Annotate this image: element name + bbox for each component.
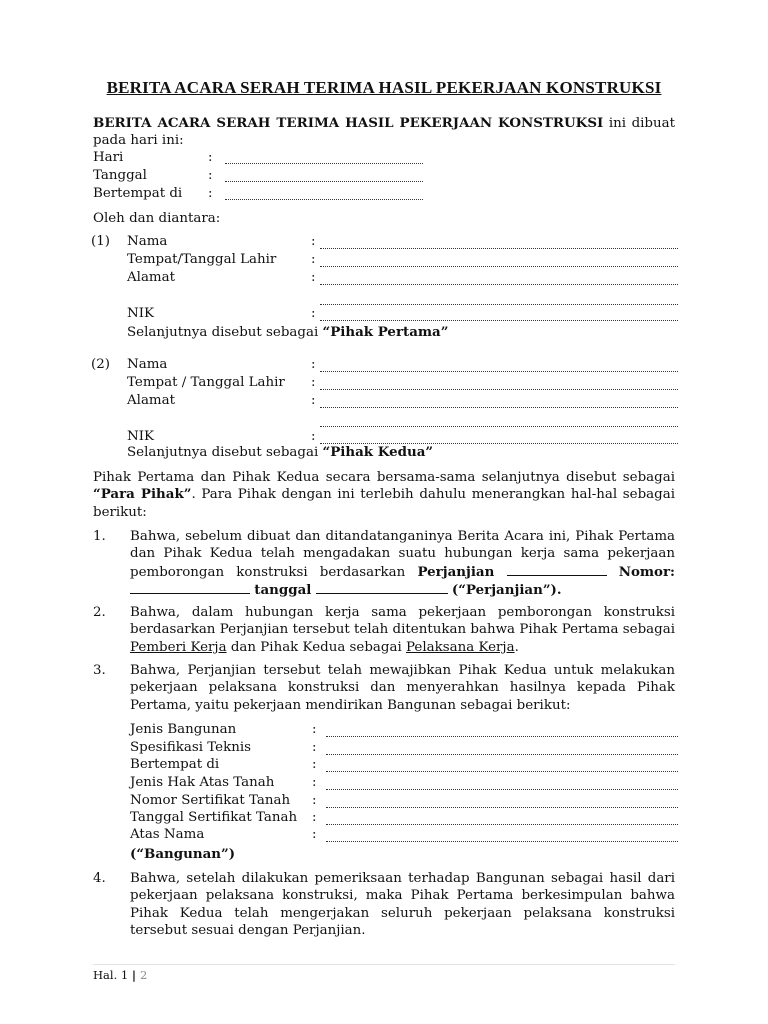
intro-bold: BERITA ACARA SERAH TERIMA HASIL PEKERJAAN KONSTRUKSI [93,115,604,131]
dotted-blank [320,371,678,372]
party-1-designation [127,323,448,341]
field-label: Jenis Hak Atas Tanah [130,775,275,790]
field-colon: : [311,357,316,372]
para-pihak-paragraph [93,469,675,521]
field-colon: : [312,775,317,790]
field-colon: : [311,234,316,249]
para-pihak-bold: “Para Pihak” [93,486,192,503]
party-1-alamat [127,269,679,287]
field-label: Alamat [127,393,175,408]
pemberi-kerja: Pemberi Kerja [130,639,227,655]
dotted-blank [326,754,678,755]
bangunan-nomor-sertifikat [130,792,680,810]
dotted-blank [326,824,678,825]
field-label: Atas Nama [130,827,205,842]
field-label: Bertempat di [93,186,183,201]
field-colon: : [311,270,316,285]
intro-paragraph [93,115,675,150]
bangunan-hak-tanah [130,774,680,792]
dotted-blank [320,284,678,285]
item-3-text: Bahwa, Perjanjian tersebut telah mewajibkan Pihak Kedua untuk melakukan pekerjaan pelaksana konstruksi dan menyerahkan hasilnya kepada Pihak Pertama, yaitu pekerjaan mendirikan Bangunan sebagai berikut: [130,663,675,713]
field-label: Tempat/Tanggal Lahir [127,252,277,267]
field-label: Alamat [127,270,175,285]
field-colon: : [208,150,213,165]
field-colon: : [208,186,213,201]
total-pages: 2 [140,968,148,982]
bangunan-quote: (“Bangunan”) [130,846,236,862]
field-label: Nomor Sertifikat Tanah [130,793,291,808]
dotted-blank [326,736,678,737]
field-label: Nama [127,357,168,372]
nomor-label: Nomor: [618,563,675,580]
item-1-text [130,528,675,600]
dotted-blank [225,163,423,164]
field-label: Jenis Bangunan [130,722,237,737]
item-text: . [514,639,519,655]
item-text: Bahwa, sebelum dibuat dan ditandatanganinya Berita Acara ini, Pihak Pertama dan Pihak Kedua telah mengadakan suatu hubungan kerja sama pekerjaan pemborongan konstruksi berdasarkan [130,529,675,580]
blank-line [507,563,607,576]
field-colon: : [312,722,317,737]
party-1-ttl [127,251,679,269]
field-colon: : [208,168,213,183]
designation-name: “Pihak Pertama” [322,324,449,340]
item-text: Bahwa, dalam hubungan kerja sama pekerjaan pemborongan konstruksi berdasarkan Perjanjian tersebut telah ditentukan bahwa Pihak Pertama sebagai [130,605,675,638]
dotted-blank [320,248,678,249]
footer-divider [93,964,675,965]
field-colon: : [312,757,317,772]
intro-rest: ini dibuat pada hari ini: [93,116,675,149]
party-2-number: (2) [91,357,110,372]
pelaksana-kerja: Pelaksana Kerja [406,639,515,655]
field-colon: : [312,810,317,825]
bangunan-tanggal-sertifikat [130,809,680,827]
field-colon: : [311,375,316,390]
bangunan-jenis [130,721,680,739]
field-bertempat [93,185,433,203]
party-2-ttl [127,374,679,392]
perjanjian-label: Perjanjian [417,563,495,580]
dotted-blank [225,181,423,182]
item-text: dan Pihak Kedua sebagai [230,639,402,655]
blank-line [130,581,250,594]
tanggal-label: tanggal [254,582,312,599]
party-1-nik [127,305,679,323]
bangunan-bertempat [130,756,680,774]
field-label: Nama [127,234,168,249]
dotted-blank [326,807,678,808]
oleh-dan-diantara: Oleh dan diantara: [93,211,221,226]
item-2-text [130,604,675,656]
item-number: 4. [93,871,106,886]
field-colon: : [312,793,317,808]
dotted-blank [320,407,678,408]
dotted-blank [320,320,678,321]
field-label: Tempat / Tanggal Lahir [127,375,285,390]
field-colon: : [312,740,317,755]
field-label: Tanggal [93,168,147,183]
dotted-blank [326,771,678,772]
field-label: Hari [93,150,124,165]
field-colon: : [311,429,316,444]
field-label: Tanggal Sertifikat Tanah [130,810,298,825]
item-number: 1. [93,529,106,544]
item-number: 3. [93,663,106,678]
field-colon: : [311,393,316,408]
party-1-nama [127,233,679,251]
field-tanggal [93,167,433,185]
blank-line [316,581,448,594]
bangunan-atas-nama [130,826,680,844]
field-label: NIK [127,306,155,321]
field-colon: : [312,827,317,842]
field-colon: : [311,252,316,267]
para-text: Pihak Pertama dan Pihak Kedua secara bersama-sama selanjutnya disebut sebagai [93,470,675,485]
item-number: 2. [93,605,106,620]
document-title: BERITA ACARA SERAH TERIMA HASIL PEKERJAAN KONSTRUKSI [106,78,662,97]
field-label: Bertempat di [130,757,220,772]
party-2-nama [127,356,679,374]
field-hari [93,149,433,167]
page-label: Hal. 1 [93,968,132,982]
item-4-text: Bahwa, setelah dilakukan pemeriksaan terhadap Bangunan sebagai hasil dari pekerjaan pelaksana konstruksi, maka Pihak Pertama berkesimpulan bahwa Pihak Kedua telah mengerjakan seluruh pekerjaan pelaksana konstruksi tersebut sesuai dengan Perjanjian. [130,871,675,939]
designation-prefix: Selanjutnya disebut sebagai [127,325,323,340]
page-footer [93,968,147,982]
dotted-blank [326,841,678,842]
dotted-blank [320,266,678,267]
party-2-designation [127,443,433,461]
perjanjian-quote: (“Perjanjian”). [451,582,562,599]
dotted-blank-alamat-2 [320,426,678,427]
field-label: NIK [127,429,155,444]
dotted-blank [326,789,678,790]
party-2-alamat [127,392,679,410]
dotted-blank [225,199,423,200]
field-label: Spesifikasi Teknis [130,740,251,755]
para-text: . Para Pihak dengan ini terlebih dahulu menerangkan hal-hal sebagai berikut: [93,487,675,520]
party-1-number: (1) [91,234,110,249]
dotted-blank [320,389,678,390]
page-separator: | [131,968,141,982]
designation-name: “Pihak Kedua” [322,444,434,460]
field-colon: : [311,306,316,321]
designation-prefix: Selanjutnya disebut sebagai [127,445,323,460]
bangunan-spesifikasi [130,739,680,757]
